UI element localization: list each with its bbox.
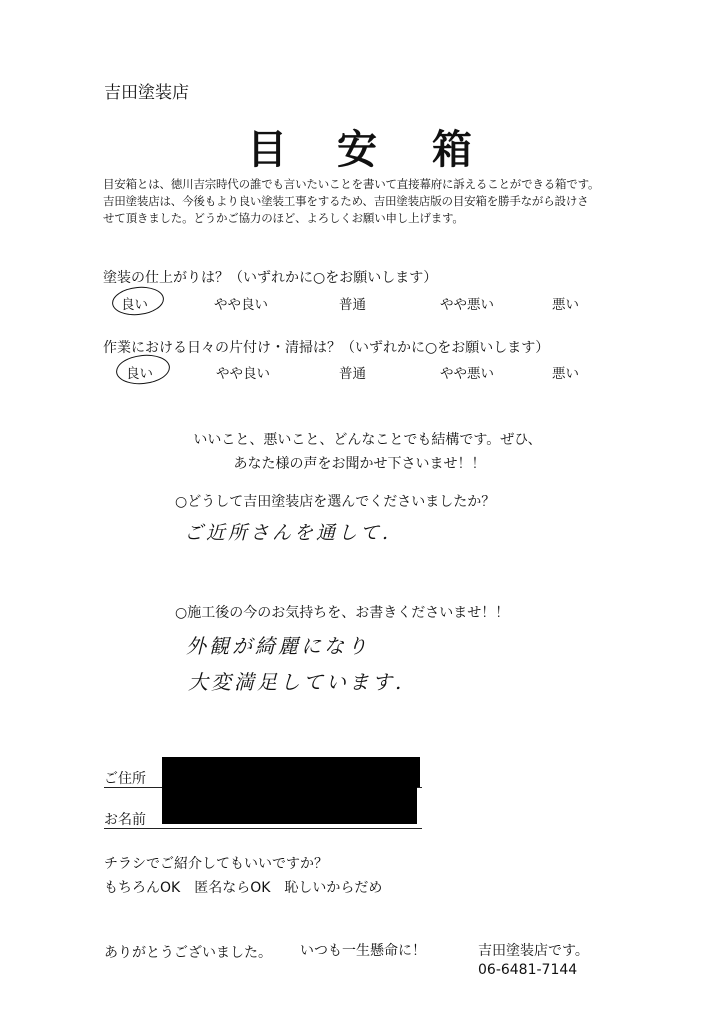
q2-question: 作業における日々の片付け・清掃は？（いずれかに○をお願いします） [103, 340, 550, 356]
name-redaction [162, 787, 417, 824]
q4-handwritten-answer-line-1: 外観が綺麗になり [186, 634, 370, 658]
flyer-question: チラシでご紹介してもいいですか？ [104, 856, 328, 872]
title-char-3: 箱 [432, 127, 472, 173]
footer-thanks: ありがとうございました。 [104, 945, 272, 961]
q4-question: ○施工後の今のお気持ちを、お書きくださいませ！！ [175, 605, 510, 621]
name-line [104, 828, 422, 829]
q1-option-fairly-bad[interactable]: やや悪い [440, 297, 494, 313]
intro-line-2: 吉田塗装店は、今後もより良い塗装工事をするため、吉田塗装店版の目安箱を勝手ながら設けさ [103, 194, 589, 208]
title-char-1: 目 [247, 127, 287, 173]
message-line-2: あなた様の声をお聞かせ下さいませ！！ [233, 456, 486, 472]
q4-handwritten-answer-line-2: 大変満足しています. [188, 670, 405, 694]
q2-option-bad[interactable]: 悪い [552, 366, 579, 382]
q1-option-good[interactable]: 良い [121, 297, 148, 313]
q2-selected-circle [115, 352, 172, 386]
q1-selected-circle [111, 284, 166, 317]
q1-question: 塗装の仕上がりは？（いずれかに○をお願いします） [103, 270, 438, 286]
address-redaction [162, 757, 420, 787]
q1-option-fairly-good[interactable]: やや良い [214, 297, 268, 313]
q2-option-fairly-bad[interactable]: やや悪い [440, 366, 494, 382]
address-label: ご住所 [104, 771, 146, 787]
footer-shop: 吉田塗装店です。 [478, 943, 589, 959]
q1-option-normal[interactable]: 普通 [339, 297, 366, 313]
q3-handwritten-answer: ご近所さんを通して. [184, 522, 392, 544]
intro-line-3: せて頂きました。どうかご協力のほど、よろしくお願い申し上げます。 [103, 211, 464, 225]
intro-line-1: 目安箱とは、徳川吉宗時代の誰でも言いたいことを書いて直接幕府に訴えることができる箱です。 [103, 177, 600, 191]
message-line-1: いいこと、悪いこと、どんなことでも結構です。ぜひ、 [193, 432, 542, 448]
q3-question: ○どうして吉田塗装店を選んでくださいましたか？ [175, 494, 496, 510]
footer-motto: いつも一生懸命に！ [300, 943, 426, 959]
name-label: お名前 [104, 812, 146, 828]
q2-option-normal[interactable]: 普通 [339, 366, 366, 382]
shop-name: 吉田塗装店 [104, 83, 189, 103]
q2-option-fairly-good[interactable]: やや良い [216, 366, 270, 382]
title-char-2: 安 [337, 127, 377, 173]
q2-option-good[interactable]: 良い [126, 366, 153, 382]
flyer-options: もちろんOK 匿名ならOK 恥しいからだめ [104, 880, 383, 896]
footer-phone: 06-6481-7144 [478, 962, 578, 978]
q1-option-bad[interactable]: 悪い [552, 297, 579, 313]
